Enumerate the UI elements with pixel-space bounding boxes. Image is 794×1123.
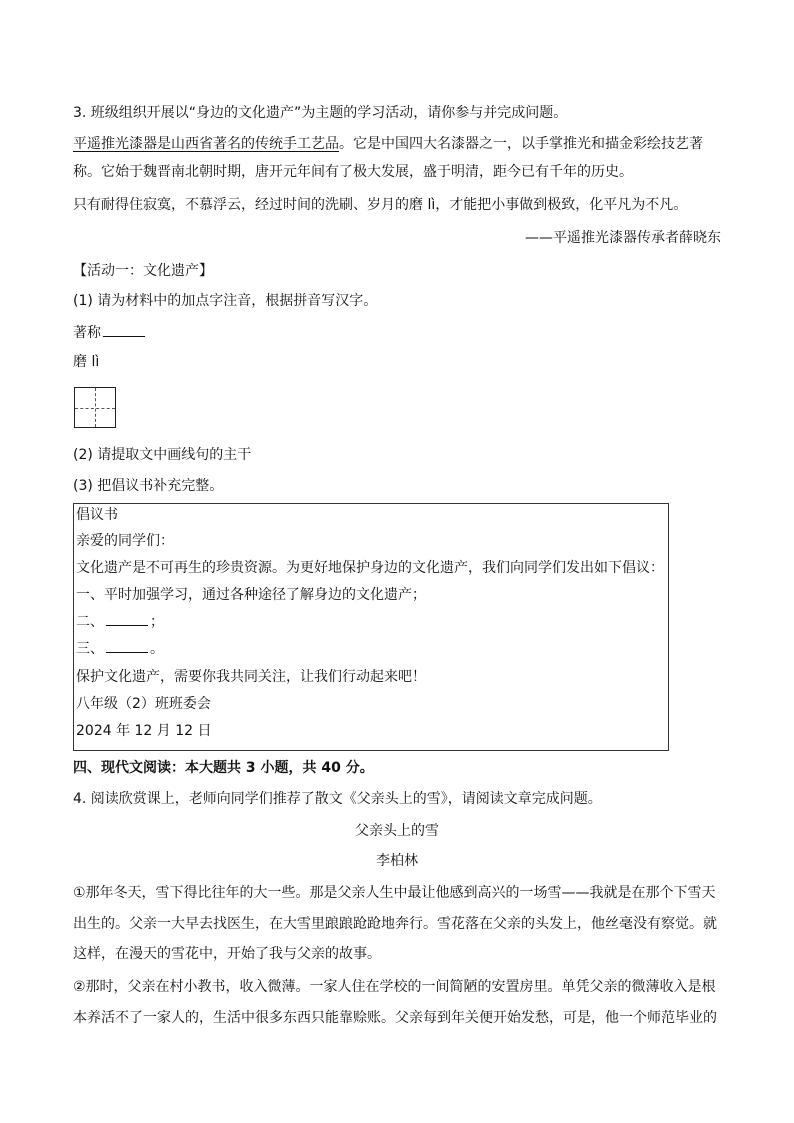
proposal-intro: 文化遗产是不可再生的珍贵资源。为更好地保护身边的文化遗产，我们向同学们发出如下倡议：	[76, 560, 664, 576]
answer-blank-point-2[interactable]	[106, 611, 148, 626]
sub-question-1: (1) 请为材料中的加点字注音，根据拼音写汉字。	[73, 293, 378, 309]
character-writing-grid[interactable]	[74, 387, 116, 428]
grid-vertical-guide	[95, 388, 96, 427]
material-line-3: 只有耐得住寂寞，不慕浮云，经过时间的洗刷、岁月的磨 lì，才能把小事做到极致，化平凡为不凡。	[73, 197, 688, 213]
quote-attribution: ——平遥推光漆器传承者薛晓东	[525, 230, 721, 246]
paragraph-2-line-1: ②那时，父亲在村小教书，收入微薄。一家人住在学校的一间简陋的安置房里。单凭父亲的微薄收入是根	[73, 979, 716, 995]
proposal-date: 2024 年 12 月 12 日	[76, 723, 212, 739]
paragraph-1-line-2: 出生的。父亲一大早去找医生，在大雪里踉踉跄跄地奔行。雪花落在父亲的头发上，他丝毫没有察觉。就	[73, 916, 717, 932]
material-line-1	[73, 134, 703, 154]
item-zhucheng	[73, 322, 147, 343]
sub-question-3: (3) 把倡议书补充完整。	[73, 478, 224, 494]
activity-1-heading: 【活动一：文化遗产】	[73, 263, 213, 279]
point-3-prefix: 三、	[76, 641, 104, 657]
proposal-title: 倡议书	[76, 507, 118, 523]
paragraph-2-line-2: 本养活不了一家人的，生活中很多东西只能靠赊账。父亲每到年关便开始发愁，可是，他一个师范毕业的	[73, 1010, 717, 1026]
proposal-closing: 保护文化遗产，需要你我共同关注，让我们行动起来吧！	[76, 669, 426, 685]
proposal-box	[73, 503, 669, 751]
proposal-greeting: 亲爱的同学们：	[76, 533, 174, 549]
article-title: 父亲头上的雪	[355, 823, 439, 839]
proposal-signer: 八年级（2）班班委会	[76, 696, 211, 712]
answer-blank-point-3[interactable]	[106, 638, 148, 653]
proposal-point-1: 一、平时加强学习，通过各种途径了解身边的文化遗产；	[76, 587, 426, 603]
paragraph-1-line-1: ①那年冬天，雪下得比往年的大一些。那是父亲人生中最让他感到高兴的一场雪——我就是在那个下雪天	[73, 885, 716, 901]
point-2-suffix: ；	[150, 614, 164, 630]
item-moli: 磨 lì	[73, 354, 100, 370]
point-3-suffix: 。	[150, 641, 164, 657]
question-3-title: 3. 班级组织开展以“身边的文化遗产”为主题的学习活动，请你参与并完成问题。	[73, 105, 568, 121]
proposal-point-3	[76, 638, 164, 659]
underlined-sentence: 平遥推光漆器是山西省著名的传统手工艺品	[73, 136, 339, 152]
item-zhucheng-label: 著称	[73, 325, 101, 341]
sub-question-2: (2) 请提取文中画线句的主干	[73, 447, 252, 463]
paragraph-1-line-3: 这样，在漫天的雪花中，开始了我与父亲的故事。	[73, 946, 381, 962]
answer-blank-zhucheng[interactable]	[103, 322, 145, 337]
material-line-1-rest: 。它是中国四大名漆器之一，以手掌推光和描金彩绘技艺著	[339, 136, 703, 152]
point-2-prefix: 二、	[76, 614, 104, 630]
question-4-title: 4. 阅读欣赏课上，老师向同学们推荐了散文《父亲头上的雪》，请阅读文章完成问题。	[73, 791, 602, 807]
material-line-2: 称。它始于魏晋南北朝时期，唐开元年间有了极大发展，盛于明清，距今已有千年的历史。	[73, 164, 633, 180]
section-4-header: 四、现代文阅读：本大题共 3 小题，共 40 分。	[73, 760, 374, 776]
proposal-point-2	[76, 611, 164, 632]
article-author: 李柏林	[376, 853, 418, 869]
